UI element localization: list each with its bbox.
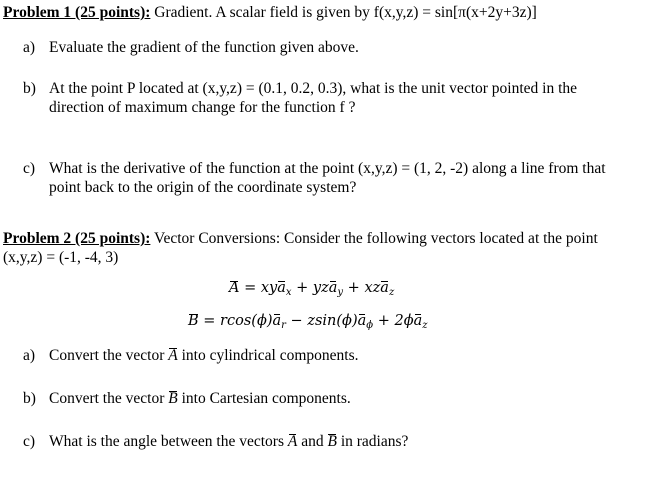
problem-1-text: Gradient. A scalar field is given by f(x,y,z) = sin[π(x+2y+3z)] <box>150 4 537 21</box>
problem-2-point: (x,y,z) = (-1, -4, 3) <box>3 249 119 266</box>
problem-1-heading: Problem 1 (25 points): <box>3 4 151 21</box>
problem-1a <box>23 39 359 57</box>
problem-1b-label: b) <box>23 80 36 97</box>
problem-2c-pre: What is the angle between the vectors <box>49 433 288 450</box>
problem-1c-line1: What is the derivative of the function at the point (x,y,z) = (1, 2, -2) along a line from that <box>49 160 606 177</box>
problem-1b-line1: At the point P located at (x,y,z) = (0.1, 0.2, 0.3), what is the unit vector pointed in the <box>49 80 578 97</box>
problem-2b-pre: Convert the vector <box>49 390 169 407</box>
problem-2-text: Vector Conversions: Consider the following vectors located at the point <box>150 230 598 247</box>
problem-1c-label: c) <box>23 160 36 177</box>
problem-2b-label: b) <box>23 390 36 407</box>
problem-2c-post: in radians? <box>336 433 409 450</box>
problem-2c-mid: and <box>297 433 328 450</box>
vector-a-equation: A = xya$_x$ + yza$_y$ + xza$_z$ <box>229 280 395 298</box>
problem-1a-text: Evaluate the gradient of the function given above. <box>49 39 359 56</box>
problem-1b <box>23 80 577 98</box>
problem-2-heading: Problem 2 (25 points): <box>3 230 151 247</box>
problem-2b-post: into Cartesian components. <box>177 390 351 407</box>
problem-2a <box>23 347 359 365</box>
problem-2c <box>23 433 408 451</box>
vector-a-symbol: A <box>287 433 298 450</box>
problem-1a-label: a) <box>23 39 36 56</box>
problem-2-intro <box>3 230 598 248</box>
vector-b-equation: $B = rcos(\phi)a_r - zsin(\phi)a_\phi + 2\phi a_z$ <box>188 313 428 331</box>
vector-b-symbol: B <box>168 390 178 407</box>
problem-2c-label: c) <box>23 433 36 450</box>
problem-2a-pre: Convert the vector <box>49 347 169 364</box>
problem-2a-label: a) <box>23 347 36 364</box>
vector-b-symbol: B <box>327 433 337 450</box>
problem-1c-line2: point back to the origin of the coordinate system? <box>49 179 357 196</box>
problem-1b-line2: direction of maximum change for the function f ? <box>49 99 356 116</box>
problem-1c <box>23 160 606 178</box>
problem-2b <box>23 390 351 408</box>
problem-1-intro <box>3 4 537 22</box>
problem-2a-post: into cylindrical components. <box>177 347 359 364</box>
vector-a-symbol: A <box>168 347 178 364</box>
